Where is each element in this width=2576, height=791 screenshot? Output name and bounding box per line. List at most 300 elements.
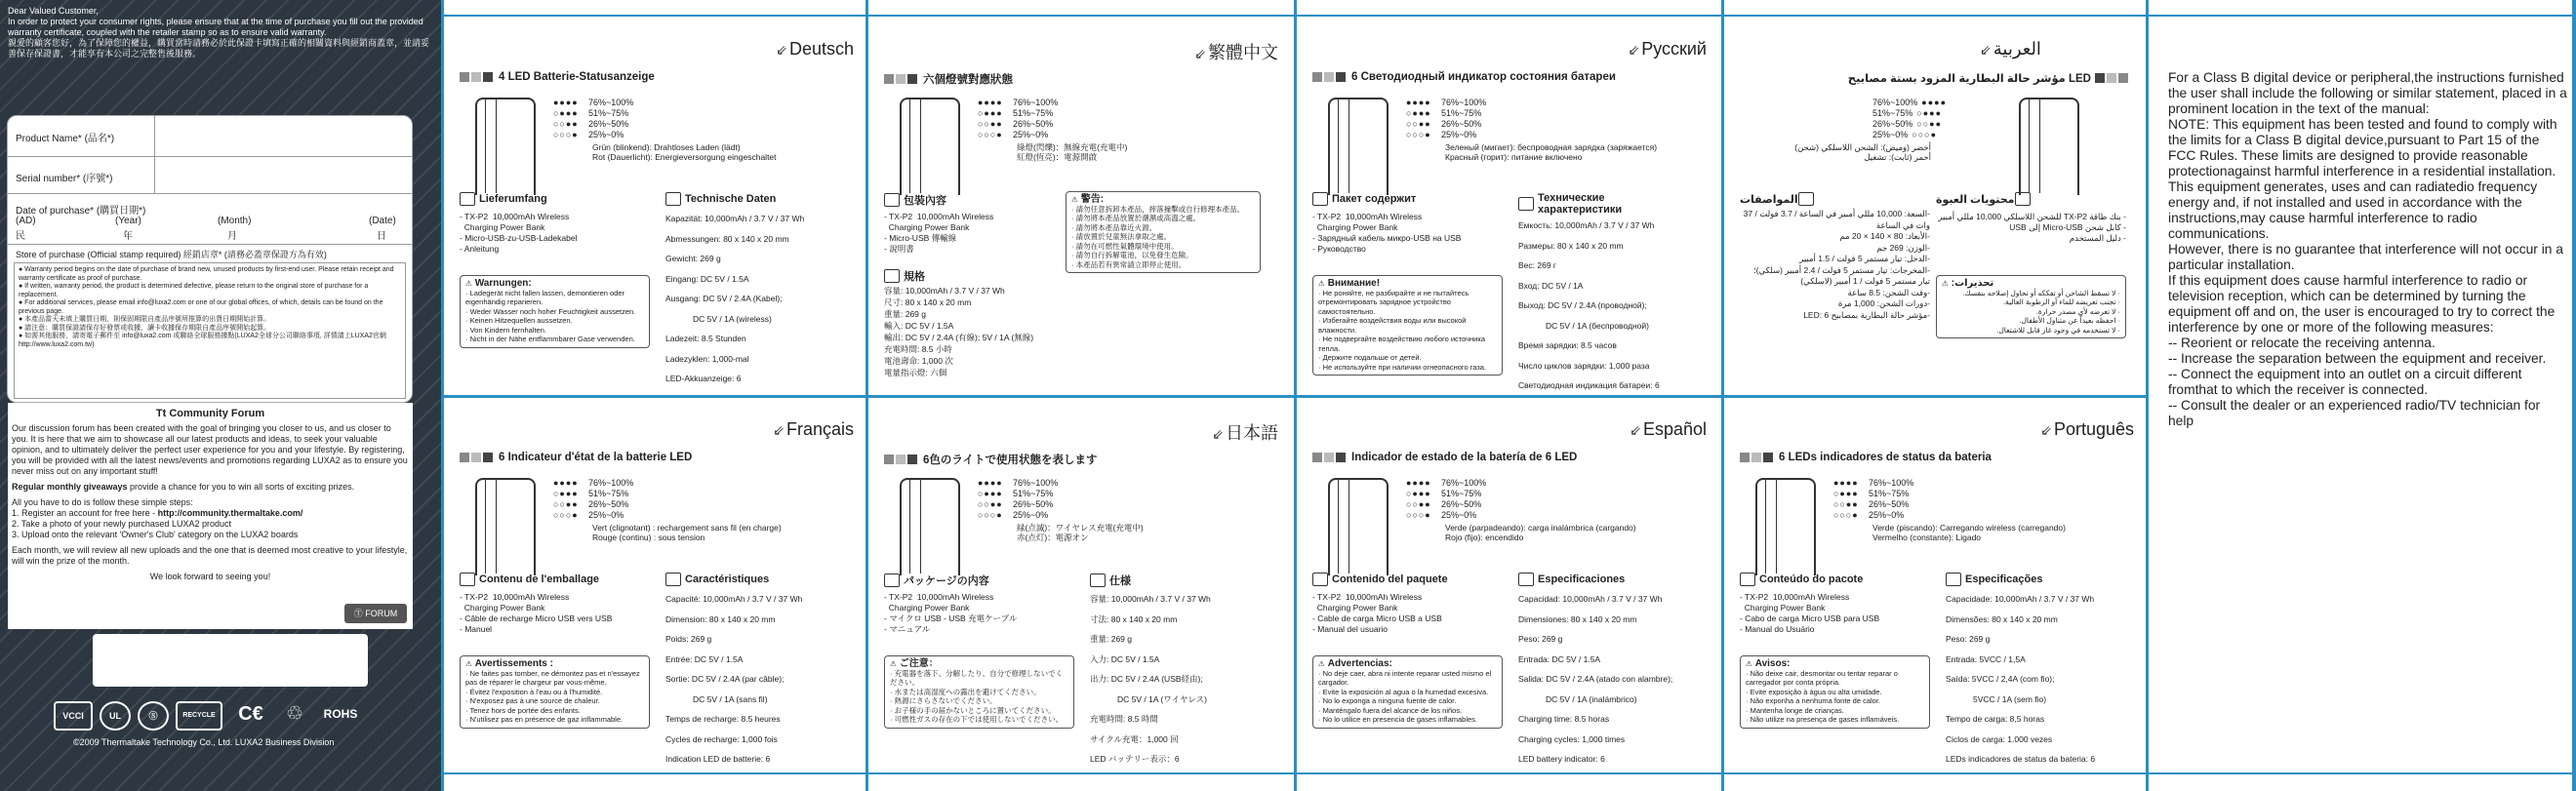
spec-icon bbox=[1798, 192, 1814, 206]
warnings-box bbox=[1740, 655, 1930, 729]
panel-es bbox=[1299, 400, 1716, 772]
spec-item: 電池壽命: 1,000 次 bbox=[884, 356, 953, 366]
fcc-para-3: However, there is no guarantee that interference will not occur in a particular installation. bbox=[2168, 242, 2563, 272]
spec-title bbox=[1740, 192, 1818, 206]
warnings-box bbox=[1936, 275, 2126, 338]
warnings-header bbox=[1318, 279, 1497, 289]
led-dots-icon: ○○●● bbox=[978, 499, 1003, 509]
warning-triangle-icon: ⚠ bbox=[465, 659, 472, 668]
warning-item: · 水または高湿度への露出を避けてください。 bbox=[890, 687, 1041, 696]
spec-item: Ciclos de carga: 1.000 vezes bbox=[1946, 733, 2053, 744]
spec-item: Entrada: 5VCC / 1,5A bbox=[1946, 653, 2026, 664]
spec-item: 容量: 10,000mAh / 3.7 V / 37 Wh bbox=[884, 286, 1005, 296]
spec-item: Capacidad: 10,000mAh / 3.7 V / 37 Wh bbox=[1518, 594, 1663, 604]
spec-item: -مؤشر حالة البطارية بمصابيح LED: 6 bbox=[1803, 309, 1930, 320]
corner-arrow-icon: ⇙ bbox=[2040, 422, 2052, 438]
red-led-note: Rojo (fijo): encendido bbox=[1445, 533, 1524, 542]
title-square-icon bbox=[1312, 72, 1322, 82]
warning-item: · تجنب تعريضه للماء أو الرطوبة العالية. bbox=[2002, 297, 2120, 306]
led-row bbox=[978, 119, 1058, 130]
rohs-icon: ROHS bbox=[323, 707, 358, 721]
green-led-note: 緑(点滅)：ワイヤレス充電(充電中) bbox=[1017, 523, 1144, 533]
package-item: - 說明書 bbox=[884, 244, 914, 254]
led-row bbox=[978, 489, 1058, 499]
led-row bbox=[553, 130, 633, 140]
spec-item: 充電時間: 8.5 時間 bbox=[1090, 714, 1158, 724]
language-name: Português bbox=[2053, 419, 2134, 439]
led-annotations bbox=[1017, 142, 1241, 162]
title-square-icon bbox=[460, 72, 469, 82]
led-row bbox=[553, 489, 633, 499]
warnings-title: Avisos: bbox=[1754, 658, 1791, 669]
power-bank-illustration bbox=[900, 98, 960, 195]
power-bank-illustration bbox=[1755, 478, 1816, 575]
package-item: - TX-P2 10,000mAh Wireless bbox=[460, 592, 570, 602]
warranty-notes bbox=[14, 262, 406, 399]
led-range: 51%~75% bbox=[1872, 108, 1913, 118]
spec-title-text: Caractéristiques bbox=[685, 573, 770, 585]
language-name: 日本語 bbox=[1226, 423, 1278, 443]
forum-monthly: Each month, we will review all new uploads and the one that is deemed most creative to your lifestyle, will win the prize of the month. bbox=[12, 545, 408, 566]
led-annotations bbox=[1736, 142, 1931, 162]
ad-label: (AD) bbox=[16, 216, 36, 226]
led-annotations bbox=[1017, 523, 1241, 542]
warnings-title: Внимание! bbox=[1327, 278, 1381, 289]
spec-item: Ausgang: DC 5V / 2.4A (Kabel); bbox=[665, 294, 783, 303]
led-row bbox=[1833, 510, 1913, 521]
intro-zh: 親愛的顧客您好，為了保障您的權益，購買當時請務必於此保證卡填寫正確的相關資料與經銷商蓋章，並請妥善保存保證書，才能享有本公司之完整售後服務。 bbox=[8, 38, 430, 59]
copyright: ©2009 Thermaltake Technology Co., Ltd. LUXA2 Business Division bbox=[73, 737, 335, 747]
warning-item: · Nicht in der Nähe entflammbarer Gase verwenden. bbox=[465, 335, 635, 343]
serial-number-label: Serial number* (序號*) bbox=[16, 174, 113, 184]
green-led-note: Vert (clignotant) : rechargement sans fil (en charge) bbox=[592, 523, 782, 533]
warranty-panel bbox=[0, 0, 441, 791]
warning-item: · لا تستخدمه في وجود غاز قابل للاشتعال. bbox=[1996, 325, 2120, 335]
spec-item: Размеры: 80 x 140 x 20 mm bbox=[1518, 240, 1624, 251]
led-range: 25%~0% bbox=[588, 510, 624, 520]
led-range: 76%~100% bbox=[588, 478, 634, 488]
led-row bbox=[553, 478, 633, 489]
green-led-note: 綠燈(閃爍)：無線充電(充電中) bbox=[1017, 142, 1128, 152]
led-title: 六個燈號對應狀態 bbox=[923, 74, 1013, 86]
panel-ar bbox=[1726, 20, 2144, 392]
corner-arrow-icon: ⇙ bbox=[1212, 426, 1224, 442]
spec-item: Sortie: DC 5V / 2.4A (par câble); bbox=[665, 674, 785, 684]
title-square-icon bbox=[471, 72, 481, 82]
led-dots-icon: ○○○● bbox=[1406, 130, 1431, 139]
spec-list bbox=[1518, 589, 1709, 770]
led-dots-icon: ○○●● bbox=[1406, 499, 1431, 509]
warning-item: · 請放置於兒童無法拿取之處。 bbox=[1071, 232, 1172, 241]
led-range: 26%~50% bbox=[1013, 119, 1054, 129]
spec-item: Светодиодная индикация батареи: 6 bbox=[1518, 380, 1660, 390]
giveaways-text: provide a chance for you to win all sorts of exciting prizes. bbox=[127, 482, 355, 492]
led-status-list bbox=[1833, 478, 1913, 521]
led-status-list bbox=[553, 98, 633, 140]
warnings-header bbox=[1942, 279, 2120, 289]
spec-list bbox=[884, 285, 1074, 378]
led-section-title bbox=[1844, 71, 2130, 85]
forum-intro: Our discussion forum has been created with the goal of bringing you closer to us, and us closer to you. It is here that we aim to showcase all our latest products and ideas, to seek your valuable opinion, and to ultimately deliver the perfect user experience for you and your lifestyle. By registering, you will be provided with all the latest news/events and promotions regarding LUXA2 as to ensure you never miss out on any important stuff! bbox=[12, 423, 408, 476]
power-bank-illustration bbox=[1328, 478, 1389, 575]
top-rule bbox=[441, 15, 2576, 17]
package-item: - TX-P2 10,000mAh Wireless bbox=[884, 212, 994, 221]
package-title bbox=[460, 573, 599, 586]
forum-link[interactable]: http://community.thermaltake.com/ bbox=[157, 508, 303, 518]
warning-item: · 請勿任意拆卸本產品，摔落撞擊或自行修理本產品。 bbox=[1071, 204, 1245, 214]
forum-giveaways bbox=[12, 482, 409, 493]
title-square-icon bbox=[1336, 72, 1346, 82]
language-name: Русский bbox=[1641, 39, 1707, 59]
fcc-para-1: For a Class B digital device or peripheral,the instructions furnished the user shall include the following or similar statement, placed in a prominent location in the text of the manual: bbox=[2168, 70, 2567, 116]
warnings-header bbox=[1071, 195, 1255, 205]
fcc-para-2: NOTE: This equipment has been tested and found to comply with the limits for a Class B digital device,pursuant to Part 15 of the FCC Rules. These limits are designed to provide reasonable protectionagainst harmful interference in a residential installation. This equipment generates, uses and can radiatedio frequency energy and, if not installed and used in accordance with the instructions,may cause harmful interference to radio communications. bbox=[2168, 117, 2557, 241]
led-section-title bbox=[460, 71, 659, 83]
spec-item: DC 5V / 1A (sans fil) bbox=[693, 693, 768, 704]
language-name: Deutsch bbox=[788, 39, 854, 59]
month-label: (Month) bbox=[218, 216, 252, 226]
led-dots-icon: ○○○● bbox=[553, 510, 579, 520]
day-label: (Date) bbox=[369, 216, 396, 226]
language-title bbox=[1212, 419, 1278, 445]
led-range: 76%~100% bbox=[1872, 98, 1918, 107]
package-item: Charging Power Bank bbox=[1312, 222, 1398, 232]
package-title bbox=[460, 192, 547, 206]
note-4: ● 本產品當天未填上購買日期，則保固期限自產品序號所推算的出貨日期開始計算。 bbox=[19, 316, 271, 323]
forum-step-3: 3. Upload onto the relevant 'Owner's Club' category on the LUXA2 boards bbox=[12, 530, 299, 539]
title-square-icon bbox=[483, 453, 493, 462]
package-title bbox=[1312, 192, 1416, 206]
spec-item: Eingang: DC 5V / 1.5A bbox=[665, 273, 749, 284]
fcc-statement bbox=[2168, 70, 2568, 429]
led-title: 6 LEDs indicadores de status da bateria bbox=[1779, 452, 1992, 463]
spec-item: Capacidade: 10,000mAh / 3.7 V / 37 Wh bbox=[1946, 594, 2095, 604]
led-range: 25%~0% bbox=[1872, 130, 1909, 139]
package-item: - Micro-USB 傳輸線 bbox=[884, 233, 957, 243]
package-item: - Manuel bbox=[460, 624, 493, 634]
warning-item: · N'utilisez pas en présence de gaz inflammable. bbox=[465, 715, 624, 724]
corner-arrow-icon: ⇙ bbox=[1194, 46, 1206, 61]
warning-item: · 可燃性ガスの存在の下では使用しないでください。 bbox=[890, 715, 1064, 724]
spec-title bbox=[1090, 573, 1131, 588]
led-range: 25%~0% bbox=[1441, 130, 1477, 139]
spec-item: 尺寸: 80 x 140 x 20 mm bbox=[884, 297, 972, 307]
warning-item: · احفظه بعيداً عن متناول الأطفال. bbox=[2019, 316, 2120, 325]
package-item: - Manual do Usuário bbox=[1740, 624, 1815, 634]
spec-list bbox=[1740, 209, 1930, 321]
package-title bbox=[884, 192, 946, 208]
language-title bbox=[2040, 419, 2134, 440]
led-range: 25%~0% bbox=[1013, 510, 1049, 520]
warning-item: · 請勿自行拆解電池，以免發生危險。 bbox=[1071, 251, 1193, 259]
led-row bbox=[1833, 489, 1913, 499]
forum-button[interactable] bbox=[344, 604, 407, 623]
box-icon bbox=[884, 193, 900, 207]
intro-en: In order to protect your consumer rights, please ensure that at the time of purchase you fill out the provided warranty certificate, coupled with the retailer stamp so as to ensure valid warranty. bbox=[8, 17, 423, 37]
date-row bbox=[8, 194, 412, 245]
warning-item: · Не используйте при наличии огнеопасного газа. bbox=[1318, 362, 1487, 372]
led-row bbox=[1833, 499, 1913, 510]
corner-arrow-icon: ⇙ bbox=[1630, 422, 1641, 438]
certification-logos bbox=[54, 699, 424, 732]
spec-item: Ladezyklen: 1,000-mal bbox=[665, 353, 749, 364]
package-title-text: パッケージの内容 bbox=[904, 575, 989, 587]
package-title bbox=[1740, 573, 1863, 586]
spec-item: Entrée: DC 5V / 1.5A bbox=[665, 653, 744, 664]
power-bank-illustration bbox=[2019, 98, 2079, 195]
spec-item: 重量: 269 g bbox=[1090, 634, 1132, 644]
package-item: - Cabo de carga Micro USB para USB bbox=[1740, 613, 1880, 623]
warning-item: · Von Kindern fernhalten. bbox=[465, 325, 546, 335]
warning-item: · Não deixe cair, desmontar ou tentar reparar o carregador por conta própria. bbox=[1746, 668, 1898, 687]
fcc-measure-4: -- Consult the dealer or an experienced radio/TV technician for help bbox=[2168, 398, 2541, 428]
power-bank-illustration bbox=[475, 98, 536, 195]
red-led-note: Красный (горит): питание включено bbox=[1445, 152, 1583, 162]
led-row bbox=[1406, 98, 1486, 108]
led-annotations bbox=[592, 142, 817, 162]
led-range: 51%~75% bbox=[1013, 489, 1054, 498]
spec-item: Емкость: 10,000mAh / 3.7 V / 37 Wh bbox=[1518, 220, 1655, 230]
led-row bbox=[1833, 478, 1913, 489]
warnings-box bbox=[460, 655, 650, 729]
led-range: 25%~0% bbox=[1441, 510, 1477, 520]
led-dots-icon: ●●●● bbox=[1833, 478, 1859, 488]
title-square-icon bbox=[460, 453, 469, 462]
title-square-icon bbox=[483, 72, 493, 82]
led-row bbox=[1406, 130, 1486, 140]
led-range: 76%~100% bbox=[1441, 478, 1487, 488]
nian-label: 年 bbox=[123, 231, 133, 242]
led-dots-icon: ●●●● bbox=[553, 478, 579, 488]
forum-button-label: FORUM bbox=[365, 609, 398, 618]
package-item: - Зарядный кабель микро-USB на USB bbox=[1312, 233, 1462, 243]
spec-item: 輸入: DC 5V / 1.5A bbox=[884, 321, 954, 331]
fcc-measure-2: -- Increase the separation between the equipment and receiver. bbox=[2168, 351, 2547, 366]
led-range: 51%~75% bbox=[1869, 489, 1910, 498]
panel-de bbox=[446, 20, 864, 392]
warnings-box bbox=[460, 275, 650, 348]
led-row bbox=[1872, 98, 1956, 108]
led-dots-icon: ●●●● bbox=[1406, 478, 1431, 488]
spec-title-text: 仕様 bbox=[1109, 575, 1131, 587]
warning-triangle-icon: ⚠ bbox=[890, 659, 897, 668]
led-dots-icon: ●●●● bbox=[1406, 98, 1431, 107]
red-led-note: Vermelho (constante): Ligado bbox=[1872, 533, 1982, 542]
led-range: 51%~75% bbox=[588, 108, 629, 118]
spec-item: Entrada: DC 5V / 1.5A bbox=[1518, 653, 1601, 664]
led-range: 51%~75% bbox=[588, 489, 629, 498]
panel-pt bbox=[1726, 400, 2144, 772]
led-title: 6 Светодиодный индикатор состояния батареи bbox=[1351, 71, 1616, 83]
spec-item: DC 5V / 1A (inalámbrico) bbox=[1546, 693, 1637, 704]
red-led-note: 赤(点灯)：電源オン bbox=[1017, 533, 1089, 542]
led-row bbox=[978, 478, 1058, 489]
spec-item: 容量: 10,000mAh / 3.7 V / 37 Wh bbox=[1090, 594, 1211, 604]
spec-item: Salida: DC 5V / 2.4A (atado con alambre); bbox=[1518, 674, 1673, 684]
spec-item: 5VCC / 1A (sem fio) bbox=[1973, 693, 2047, 704]
spec-icon bbox=[1946, 573, 1961, 586]
led-dots-icon: ○○○● bbox=[553, 130, 579, 139]
title-square-icon bbox=[896, 74, 906, 84]
panel-ja bbox=[870, 400, 1288, 772]
spec-item: 入力: DC 5V / 1.5A bbox=[1090, 653, 1160, 664]
red-led-note: 紅燈(恆亮)：電源開啟 bbox=[1017, 152, 1098, 162]
led-status-list bbox=[1872, 98, 1956, 140]
spec-item: Dimensiones: 80 x 140 x 20 mm bbox=[1518, 613, 1637, 624]
spec-list bbox=[1518, 216, 1709, 392]
title-square-icon bbox=[1763, 453, 1773, 462]
forum-step-1 bbox=[12, 508, 409, 519]
green-led-note: Зеленый (мигает): беспроводная зарядка (заряжается) bbox=[1445, 142, 1658, 152]
package-item: Charging Power Bank bbox=[1740, 603, 1826, 613]
package-item: - TX-P2 10,000mAh Wireless bbox=[460, 212, 570, 221]
corner-arrow-icon: ⇙ bbox=[776, 42, 787, 58]
led-row bbox=[1872, 130, 1956, 140]
led-row bbox=[1406, 510, 1486, 521]
led-annotations bbox=[1445, 142, 1670, 162]
spec-item: LEDs indicadores de status da bateria: 6 bbox=[1946, 754, 2096, 764]
ce-icon: C€ bbox=[238, 703, 263, 725]
package-list bbox=[1740, 592, 1930, 635]
package-item: - Anleitung bbox=[460, 244, 500, 254]
fcc-measure-1: -- Reorient or relocate the receiving antenna. bbox=[2168, 336, 2435, 350]
note-6: ● 如需其他服務，請寄電子郵件至 info@luxa2.com 或聯絡全球服務據點(LUXA2全球分公司聯絡事項, 詳情請上LUXA2官網http://www.luxa2.com.tw) bbox=[19, 333, 386, 348]
spec-item: 重量: 269 g bbox=[884, 309, 926, 319]
package-list bbox=[884, 592, 1074, 635]
led-row bbox=[978, 98, 1058, 108]
led-dots-icon: ○●●● bbox=[1406, 489, 1431, 498]
led-status-list bbox=[978, 98, 1058, 140]
warning-triangle-icon: ⚠ bbox=[1942, 279, 1949, 288]
spec-title-text: Especificações bbox=[1965, 573, 2043, 585]
led-section-title bbox=[1312, 71, 1620, 83]
spec-item: DC 5V / 1A (беспроводной) bbox=[1546, 320, 1649, 331]
led-range: 51%~75% bbox=[1441, 108, 1482, 118]
led-dots-icon: ○●●● bbox=[553, 489, 579, 498]
language-title bbox=[1194, 39, 1278, 64]
warning-triangle-icon: ⚠ bbox=[1318, 279, 1325, 288]
led-dots-icon: ●●●● bbox=[553, 98, 579, 107]
note-3: ● For additional services, please email info@luxa2.com or one of our global offices, of which, details can be found on the previous page. bbox=[19, 299, 383, 315]
blank-label-box bbox=[93, 634, 368, 687]
package-item: - Câble de recharge Micro USB vers USB bbox=[460, 613, 613, 623]
warning-triangle-icon: ⚠ bbox=[1318, 659, 1325, 668]
min-label: 民 bbox=[16, 231, 25, 242]
green-led-note: Verde (parpadeando): carga inalámbrica (cargando) bbox=[1445, 523, 1636, 533]
spec-item: 充電時間: 8.5 小時 bbox=[884, 344, 952, 354]
weee-icon: ♲ bbox=[286, 703, 303, 725]
forum-steps-intro: All you have to do is follow these simple steps: bbox=[12, 497, 193, 507]
intro-greeting: Dear Valued Customer, bbox=[8, 6, 99, 16]
spec-title-text: Technische Daten bbox=[685, 193, 777, 205]
led-dots-icon: ●●●● bbox=[978, 478, 1003, 488]
warning-item: · Evite exposição à água ou alta umidade. bbox=[1746, 687, 1882, 696]
led-title: مؤشر حالة البطارية المزود بستة مصابيح LED bbox=[1847, 73, 2091, 85]
spec-icon bbox=[884, 269, 900, 283]
title-square-icon bbox=[1312, 453, 1322, 462]
warning-item: · Ne faites pas tomber, ne démontez pas et n'essayez pas de réparer le chargeur par vous-même. bbox=[465, 668, 640, 687]
warning-triangle-icon: ⚠ bbox=[465, 279, 472, 288]
warning-item: · 熱源にさらさないでください。 bbox=[890, 696, 997, 705]
fcc-measure-3: -- Connect the equipment into an outlet on a circuit different fromthat to which the receiver is connected. bbox=[2168, 367, 2522, 397]
package-list bbox=[1312, 212, 1503, 255]
vcci-icon: VCCI bbox=[54, 701, 93, 731]
package-item: - Cable de carga Micro USB a USB bbox=[1312, 613, 1442, 623]
warning-item: · Não utilize na presença de gases inflamáveis. bbox=[1746, 715, 1900, 724]
title-square-icon bbox=[2118, 73, 2128, 83]
spec-title-text: المواصفات bbox=[1740, 193, 1798, 206]
spec-item: Gewicht: 269 g bbox=[665, 254, 721, 263]
spec-title-text: Технические характеристики bbox=[1538, 192, 1623, 216]
ri-label: 日 bbox=[377, 231, 386, 242]
package-title bbox=[1936, 192, 2034, 206]
led-status-list bbox=[553, 478, 633, 521]
divider-6 bbox=[2572, 0, 2576, 791]
spec-item: Kapazität: 10,000mAh / 3.7 V / 37 Wh bbox=[665, 214, 805, 223]
spec-title bbox=[884, 268, 925, 284]
warning-item: · Keinen Hitzequellen aussetzen. bbox=[465, 316, 573, 325]
panel-ru bbox=[1299, 20, 1716, 392]
box-icon bbox=[460, 573, 475, 586]
led-title: 6色のライトで使用状態を表します bbox=[923, 455, 1098, 466]
warning-item: · Évitez l'exposition à l'eau ou à l'humidité. bbox=[465, 687, 603, 696]
warning-item: · 本產品若有異常請立即停止使用。 bbox=[1071, 259, 1187, 269]
warnings-title: 警告: bbox=[1080, 194, 1105, 205]
warning-item: · Не роняйте, не разбирайте и не пытайтесь отремонтировать зарядное устройство самостоятельно. bbox=[1318, 288, 1469, 316]
led-status-list bbox=[1406, 98, 1486, 140]
year-label: (Year) bbox=[115, 216, 141, 226]
led-dots-icon: ○●●● bbox=[978, 489, 1003, 498]
led-range: 26%~50% bbox=[1869, 499, 1910, 509]
warnings-box bbox=[1066, 191, 1261, 273]
led-range: 25%~0% bbox=[1869, 510, 1905, 520]
led-range: 76%~100% bbox=[1869, 478, 1914, 488]
community-forum bbox=[8, 403, 413, 629]
led-section-title bbox=[1740, 452, 1995, 463]
spec-item: Peso: 269 g bbox=[1946, 634, 1991, 644]
step-1-text: 1. Register an account for free here - bbox=[12, 508, 158, 518]
title-square-icon bbox=[2095, 73, 2105, 83]
spec-item: Выход: DC 5V / 2.4A (проводной); bbox=[1518, 300, 1647, 310]
language-name: 繁體中文 bbox=[1208, 43, 1278, 62]
warning-item: · お子様の手の届かないところに置いてください。 bbox=[890, 705, 1056, 715]
red-led-note: Rouge (continu) : sous tension bbox=[592, 533, 705, 542]
spec-list bbox=[665, 209, 856, 389]
box-icon bbox=[884, 573, 900, 587]
note-5: ● 請注意：購買保證請保存好發票或收據，讀卡收據保存期限自產品序號開始起算。 bbox=[19, 324, 271, 332]
led-row bbox=[1872, 119, 1956, 130]
title-square-icon bbox=[1324, 453, 1334, 462]
warning-item: · No lo exponga a ninguna fuente de calor. bbox=[1318, 696, 1457, 705]
package-list bbox=[884, 212, 1074, 255]
box-icon bbox=[1312, 573, 1328, 586]
led-row bbox=[1406, 499, 1486, 510]
warning-item: · لا تسقط الشاحن أو تفككه أو تحاول إصلاحه بنفسك. bbox=[1962, 288, 2120, 297]
warnings-title: Warnungen: bbox=[474, 278, 532, 289]
warnings-title: تحذيرات: bbox=[1951, 278, 1994, 289]
bsmi-icon: Ⓢ bbox=[138, 701, 169, 731]
package-item: - TX-P2 10,000mAh Wireless bbox=[1740, 592, 1850, 602]
warning-item: · Evite la exposición al agua o la humedad excesiva. bbox=[1318, 687, 1489, 696]
led-dots-icon: ○○●● bbox=[1406, 119, 1431, 129]
note-1: ● Warranty period begins on the date of purchase of brand new, unused products by first-end user. Please retain receipt and warranty certificate as proof of purchase. bbox=[19, 266, 394, 282]
led-range: 51%~75% bbox=[1013, 108, 1054, 118]
language-title bbox=[776, 39, 854, 59]
spec-item: -الأبعاد: 80 × 140 × 20 مم bbox=[1839, 231, 1930, 241]
spec-item: 出力: DC 5V / 2.4A (USB経由); bbox=[1090, 674, 1203, 684]
spec-title bbox=[665, 192, 776, 206]
led-section-title bbox=[884, 452, 1102, 467]
